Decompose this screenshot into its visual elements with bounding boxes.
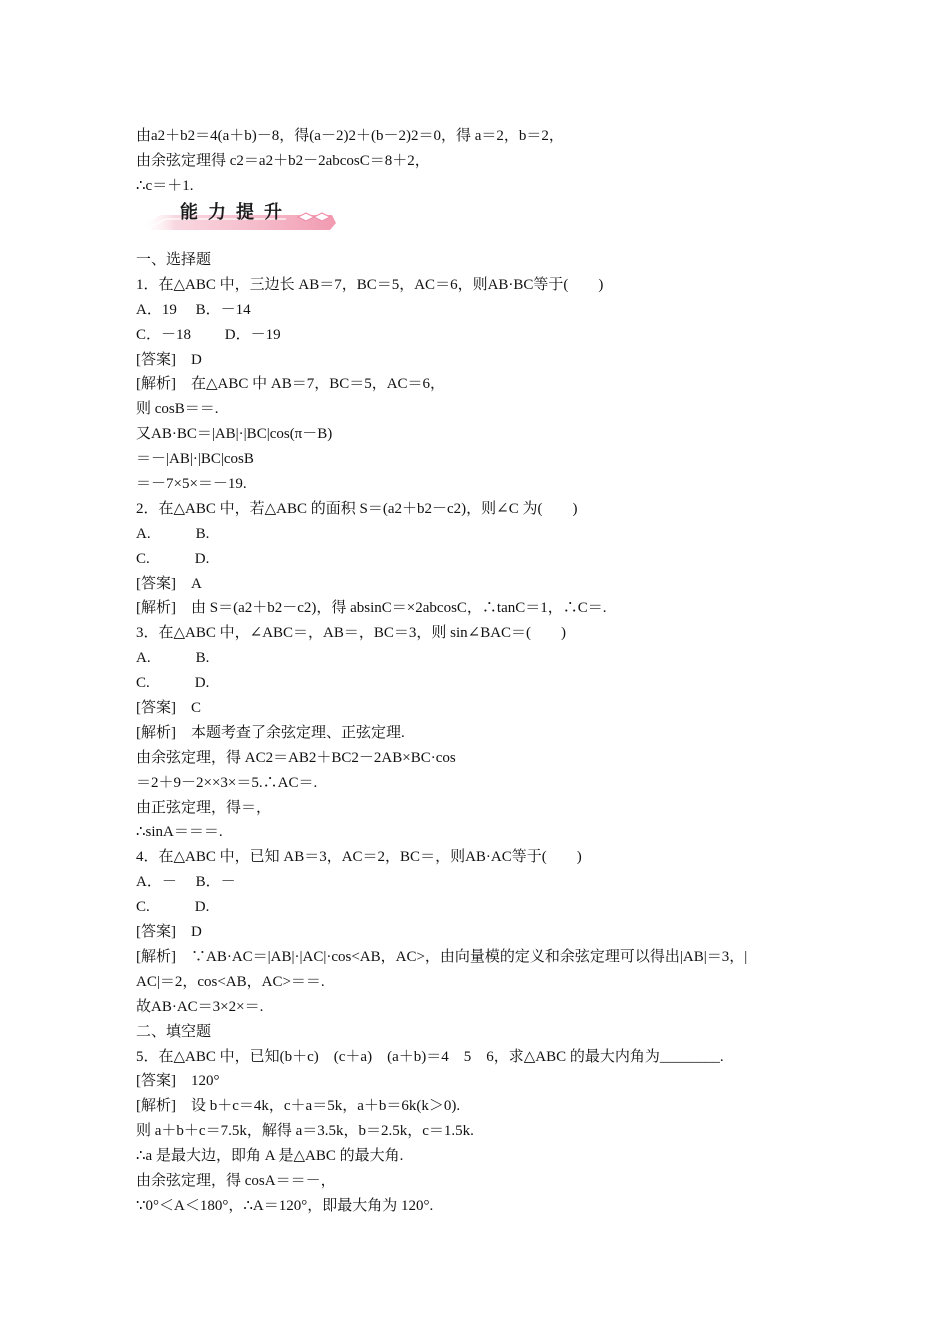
text-line: 二、填空题 [136, 1023, 212, 1040]
exercise-content [136, 248, 826, 1219]
text-line: AC|＝2，cos<AB，AC>＝＝. [136, 973, 325, 990]
text-line: ∵0°＜A＜180°，∴A＝120°，即最大角为 120°. [136, 1197, 434, 1214]
text-line: A. B. [136, 525, 210, 542]
text-line: A. B. [136, 650, 210, 667]
text-line: ＝－7×5×＝－19. [136, 476, 247, 493]
text-line: ＝2＋9－2××3×＝5.∴AC＝. [136, 774, 318, 791]
text-line: ＝－|AB|·|BC|cosB [136, 451, 254, 468]
text-line: 4．在△ABC 中，已知 AB＝3，AC＝2，BC＝，则AB·AC等于( ) [136, 849, 582, 866]
text-line: C. D. [136, 899, 210, 916]
text-line: [答案] A [136, 575, 202, 592]
text-line: ∴c＝＋1. [136, 177, 194, 194]
text-line: 5．在△ABC 中，已知(b＋c) (c＋a) (a＋b)＝4 5 6，求△ABC 的最大内角为________. [136, 1048, 724, 1065]
text-line: [解析] 设 b＋c＝4k，c＋a＝5k，a＋b＝6k(k＞0). [136, 1098, 461, 1115]
text-line: 由余弦定理得 c2＝a2＋b2－2abcosC＝8＋2， [136, 152, 430, 169]
text-line: [答案] 120° [136, 1073, 220, 1090]
previous-solution-tail [136, 124, 826, 199]
text-line: [答案] D [136, 924, 202, 941]
text-line: 3．在△ABC 中，∠ABC＝，AB＝，BC＝3，则 sin∠BAC＝( ) [136, 625, 567, 642]
text-line: 又AB·BC＝|AB|·|BC|cos(π－B) [136, 426, 333, 443]
banner-title: 能力提升 [180, 202, 292, 223]
text-line: C．－18 D．－19 [136, 326, 281, 343]
section-banner [136, 199, 341, 233]
text-line: 1．在△ABC 中，三边长 AB＝7，BC＝5，AC＝6，则AB·BC等于( ) [136, 276, 604, 293]
text-line: [答案] C [136, 700, 201, 717]
text-line: 由a2＋b2＝4(a＋b)－8，得(a－2)2＋(b－2)2＝0，得 a＝2，b＝2， [136, 128, 564, 144]
text-line: 故AB·AC＝3×2×＝. [136, 998, 264, 1015]
text-line: [解析] 在△ABC 中 AB＝7，BC＝5，AC＝6， [136, 376, 446, 393]
text-line: A．－ B．－ [136, 874, 236, 891]
text-line: [答案] D [136, 351, 202, 368]
text-line: 2．在△ABC 中，若△ABC 的面积 S＝(a2＋b2－c2)，则∠C 为( ) [136, 500, 578, 517]
text-line: 由余弦定理，得 AC2＝AB2＋BC2－2AB×BC·cos [136, 749, 456, 766]
text-line: 由余弦定理，得 cosA＝＝－， [136, 1172, 336, 1189]
text-line: ∴sinA＝＝＝. [136, 824, 223, 841]
text-line: ∴a 是最大边，即角 A 是△ABC 的最大角. [136, 1148, 404, 1165]
text-line: 一、选择题 [136, 252, 212, 268]
text-line: 由正弦定理，得＝， [136, 799, 272, 816]
text-line: C. D. [136, 550, 210, 567]
text-line: C. D. [136, 675, 210, 692]
text-line: [解析] ∵AB·AC＝|AB|·|AC|·cos<AB，AC>，由向量模的定义和余弦定理可以得出|AB|＝3，| [136, 948, 748, 965]
text-line: 则 cosB＝＝. [136, 401, 219, 418]
text-line: A．19 B．－14 [136, 301, 251, 318]
text-line: [解析] 由 S＝(a2＋b2－c2)，得 absinC＝×2abcosC，∴tanC＝1，∴C＝. [136, 600, 607, 617]
text-line: 则 a＋b＋c＝7.5k，解得 a＝3.5k，b＝2.5k，c＝1.5k. [136, 1123, 474, 1140]
text-line: [解析] 本题考查了余弦定理、正弦定理. [136, 724, 405, 741]
